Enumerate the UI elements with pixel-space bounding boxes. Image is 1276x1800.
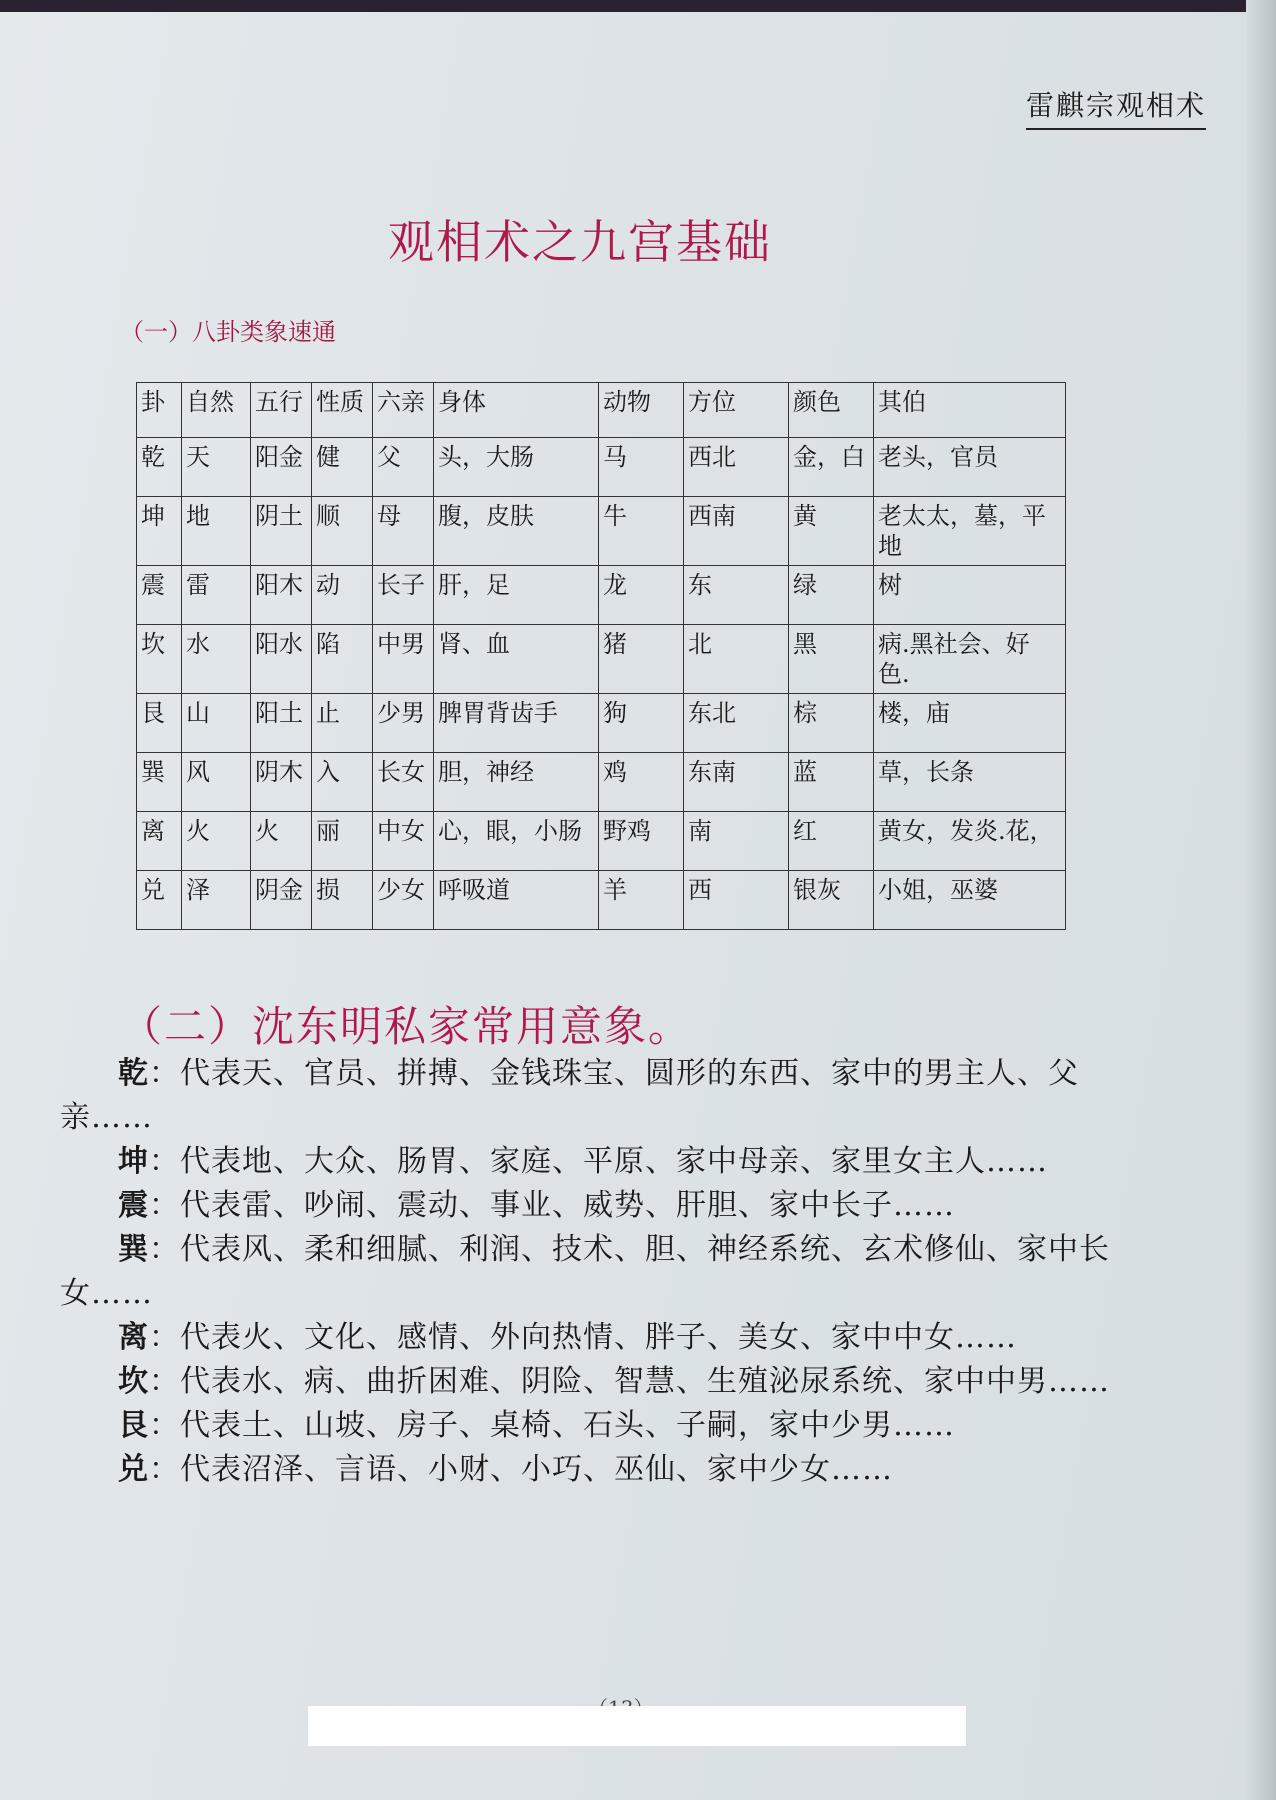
- redaction-bar: [308, 1706, 966, 1746]
- imagery-text: ：代表雷、吵闹、震动、事业、威势、肝胆、家中长子……: [149, 1188, 955, 1223]
- imagery-text: ：代表沼泽、言语、小财、小巧、巫仙、家中少女……: [149, 1452, 893, 1487]
- table-cell: 陷: [312, 625, 373, 694]
- page-title: 观相术之九宫基础: [388, 215, 772, 269]
- table-cell: 银灰: [789, 871, 874, 930]
- column-header: 动物: [599, 383, 684, 438]
- table-cell: 龙: [599, 566, 684, 625]
- table-cell: 绿: [789, 566, 874, 625]
- table-cell: 草，长条: [874, 753, 1066, 812]
- trigram-name: 坤: [118, 1144, 149, 1179]
- table-cell: 黄: [789, 497, 874, 566]
- table-cell: 肝，足: [434, 566, 599, 625]
- table-cell: 损: [312, 871, 373, 930]
- trigram-name: 兑: [118, 1452, 149, 1487]
- table-cell: 阴金: [251, 871, 312, 930]
- top-edge-shadow: [0, 0, 1276, 12]
- imagery-paragraph: [60, 1052, 1170, 1140]
- table-cell: 风: [182, 753, 251, 812]
- table-cell: 西北: [684, 438, 789, 497]
- imagery-text: ：代表土、山坡、房子、桌椅、石头、子嗣，家中少男……: [149, 1408, 955, 1443]
- imagery-text: ：代表天、官员、拼搏、金钱珠宝、圆形的东西、家中的男主人、父亲……: [60, 1056, 1079, 1135]
- table-cell: 蓝: [789, 753, 874, 812]
- table-cell: 头，大肠: [434, 438, 599, 497]
- table-cell: 肾、血: [434, 625, 599, 694]
- table-row: [137, 694, 1066, 753]
- table-cell: 黑: [789, 625, 874, 694]
- table-row: [137, 625, 1066, 694]
- table-row: [137, 812, 1066, 871]
- table-cell: 艮: [137, 694, 182, 753]
- column-header: 六亲: [373, 383, 434, 438]
- table-cell: 水: [182, 625, 251, 694]
- table-cell: 呼吸道: [434, 871, 599, 930]
- table-cell: 棕: [789, 694, 874, 753]
- table-row: [137, 438, 1066, 497]
- table-cell: 乾: [137, 438, 182, 497]
- table-row: [137, 753, 1066, 812]
- table-cell: 少女: [373, 871, 434, 930]
- trigram-name: 坎: [118, 1364, 149, 1399]
- table-cell: 坎: [137, 625, 182, 694]
- trigram-name: 震: [118, 1188, 149, 1223]
- table-cell: 阴土: [251, 497, 312, 566]
- table-cell: 老头，官员: [874, 438, 1066, 497]
- table-cell: 动: [312, 566, 373, 625]
- imagery-text: ：代表地、大众、肠胃、家庭、平原、家中母亲、家里女主人……: [149, 1144, 1048, 1179]
- imagery-paragraph: [60, 1228, 1170, 1316]
- table-cell: 楼，庙: [874, 694, 1066, 753]
- table-header-row: [137, 383, 1066, 438]
- table-cell: 心，眼，小肠: [434, 812, 599, 871]
- imagery-paragraph: [60, 1316, 1170, 1360]
- table-cell: 健: [312, 438, 373, 497]
- table-cell: 老太太，墓，平地: [874, 497, 1066, 566]
- table-cell: 中男: [373, 625, 434, 694]
- imagery-paragraph: [60, 1360, 1170, 1404]
- table-cell: 鸡: [599, 753, 684, 812]
- column-header: 性质: [312, 383, 373, 438]
- table-cell: 野鸡: [599, 812, 684, 871]
- table-cell: 猪: [599, 625, 684, 694]
- column-header: 其伯: [874, 383, 1066, 438]
- table-cell: 羊: [599, 871, 684, 930]
- trigram-name: 乾: [118, 1056, 149, 1091]
- trigram-name: 艮: [118, 1408, 149, 1443]
- table-cell: 阳木: [251, 566, 312, 625]
- table-cell: 止: [312, 694, 373, 753]
- table-row: [137, 566, 1066, 625]
- table-cell: 少男: [373, 694, 434, 753]
- imagery-paragraph: [60, 1140, 1170, 1184]
- table-cell: 离: [137, 812, 182, 871]
- imagery-text: ：代表风、柔和细腻、利润、技术、胆、神经系统、玄术修仙、家中长女……: [60, 1232, 1110, 1311]
- running-header: 雷麒宗观相术: [1026, 84, 1206, 130]
- table-cell: 泽: [182, 871, 251, 930]
- table-cell: 西南: [684, 497, 789, 566]
- table-cell: 入: [312, 753, 373, 812]
- table-row: [137, 497, 1066, 566]
- table-cell: 地: [182, 497, 251, 566]
- table-cell: 巽: [137, 753, 182, 812]
- imagery-paragraph: [60, 1448, 1170, 1492]
- table-cell: 西: [684, 871, 789, 930]
- bagua-table: [136, 382, 1066, 930]
- table-cell: 阳水: [251, 625, 312, 694]
- table-cell: 北: [684, 625, 789, 694]
- table-cell: 中女: [373, 812, 434, 871]
- table-cell: 火: [251, 812, 312, 871]
- table-cell: 南: [684, 812, 789, 871]
- table-cell: 病.黑社会、好色.: [874, 625, 1066, 694]
- page-edge: [1246, 0, 1276, 1800]
- imagery-text: ：代表水、病、曲折困难、阴险、智慧、生殖泌尿系统、家中中男……: [149, 1364, 1110, 1399]
- table-cell: 小姐，巫婆: [874, 871, 1066, 930]
- table-cell: 阳金: [251, 438, 312, 497]
- table-cell: 长女: [373, 753, 434, 812]
- table-cell: 丽: [312, 812, 373, 871]
- table-cell: 阴木: [251, 753, 312, 812]
- table-cell: 长子: [373, 566, 434, 625]
- table-cell: 阳土: [251, 694, 312, 753]
- table-cell: 腹，皮肤: [434, 497, 599, 566]
- table-cell: 东南: [684, 753, 789, 812]
- section1-heading: （一）八卦类象速通: [120, 318, 336, 346]
- column-header: 身体: [434, 383, 599, 438]
- table-cell: 雷: [182, 566, 251, 625]
- column-header: 五行: [251, 383, 312, 438]
- table-cell: 东: [684, 566, 789, 625]
- table-cell: 东北: [684, 694, 789, 753]
- trigram-name: 巽: [118, 1232, 149, 1267]
- table-row: [137, 871, 1066, 930]
- table-cell: 脾胃背齿手: [434, 694, 599, 753]
- table-cell: 马: [599, 438, 684, 497]
- table-cell: 红: [789, 812, 874, 871]
- column-header: 颜色: [789, 383, 874, 438]
- imagery-paragraph: [60, 1184, 1170, 1228]
- table-cell: 坤: [137, 497, 182, 566]
- table-cell: 顺: [312, 497, 373, 566]
- table-cell: 金，白: [789, 438, 874, 497]
- table-cell: 母: [373, 497, 434, 566]
- table-cell: 黄女，发炎.花，: [874, 812, 1066, 871]
- imagery-paragraph: [60, 1404, 1170, 1448]
- table-cell: 兑: [137, 871, 182, 930]
- section2-heading: （二）沈东明私家常用意象。: [120, 1002, 693, 1051]
- table-cell: 震: [137, 566, 182, 625]
- imagery-text: ：代表火、文化、感情、外向热情、胖子、美女、家中中女……: [149, 1320, 1017, 1355]
- table-cell: 火: [182, 812, 251, 871]
- column-header: 自然: [182, 383, 251, 438]
- table-cell: 树: [874, 566, 1066, 625]
- table-cell: 天: [182, 438, 251, 497]
- table-cell: 牛: [599, 497, 684, 566]
- table-cell: 山: [182, 694, 251, 753]
- table-cell: 狗: [599, 694, 684, 753]
- trigram-name: 离: [118, 1320, 149, 1355]
- column-header: 卦: [137, 383, 182, 438]
- table-cell: 父: [373, 438, 434, 497]
- column-header: 方位: [684, 383, 789, 438]
- table-cell: 胆，神经: [434, 753, 599, 812]
